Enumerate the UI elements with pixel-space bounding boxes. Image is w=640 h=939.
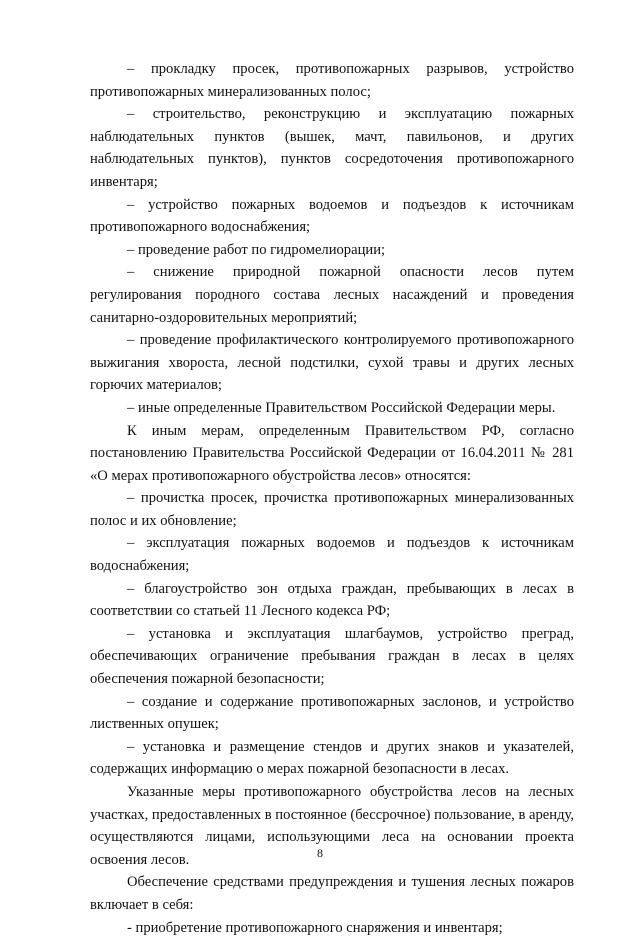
list-item-controlled-burning: – проведение профилактического контролируемого противопожарного выжигания хвороста, лесной подстилки, сухой травы и других лесных горючих материалов; bbox=[90, 332, 574, 394]
paragraph-implementation: Указанные меры противопожарного обустройства лесов на лесных участках, предоставленных в постоянное (бессрочное) пользование, в аренду, осуществляются лицами, использующими леса на основании проекта освоения лесов. bbox=[90, 784, 574, 868]
list-item-clearing: – прочистка просек, прочистка противопожарных минерализованных полос и их обновление; bbox=[90, 490, 574, 529]
paragraph-fire-equipment-intro: Обеспечение средствами предупреждения и тушения лесных пожаров включает в себя: bbox=[90, 874, 574, 913]
list-item-signs: – установка и размещение стендов и других знаков и указателей, содержащих информацию о мерах пожарной безопасности в лесах. bbox=[90, 738, 574, 778]
page-number: 8 bbox=[317, 846, 323, 860]
list-item-fire-danger-reduction: – снижение природной пожарной опасности лесов путем регулирования породного состава лесных насаждений и проведения санитарно-оздоровительных мероприятий; bbox=[90, 264, 574, 326]
list-item-firebreaks: – создание и содержание противопожарных заслонов, и устройство лиственных опушек; bbox=[90, 693, 574, 733]
list-item-barriers: – установка и эксплуатация шлагбаумов, устройство преград, обеспечивающих ограничение пребывания граждан в лесах в целях обеспечения пожарной безопасности; bbox=[90, 625, 574, 688]
list-item-other-measures: – иные определенные Правительством Российской Федерации меры. bbox=[127, 399, 556, 416]
list-item-equipment-purchase: - приобретение противопожарного снаряжения и инвентаря; bbox=[127, 919, 503, 936]
paragraph-other-measures-intro: К иным мерам, определенным Правительством РФ, согласно постановлению Правительства Российской Федерации от 16.04.2011 № 281 «О мерах противопожарного обустройства лесов» относятся: bbox=[90, 422, 574, 484]
document-body bbox=[90, 58, 574, 939]
list-item-recreation-zones: – благоустройство зон отдыха граждан, пребывающих в лесах в соответствии со статьей 11 Лесного кодекса РФ; bbox=[90, 580, 574, 620]
list-item-observation-points: – строительство, реконструкцию и эксплуатацию пожарных наблюдательных пунктов (вышек, мачт, павильонов, и других наблюдательных пунктов), пунктов сосредоточения противопожарного инвентаря; bbox=[90, 106, 574, 190]
list-item-hydromelioration: – проведение работ по гидромелиорации; bbox=[127, 241, 386, 258]
list-item-prosek: – прокладку просек, противопожарных разрывов, устройство противопожарных минерализованных полос; bbox=[90, 61, 574, 100]
list-item-water-reservoirs: – устройство пожарных водоемов и подъездов к источникам противопожарного водоснабжения; bbox=[90, 196, 574, 236]
list-item-reservoir-operation: – эксплуатация пожарных водоемов и подъездов к источникам водоснабжения; bbox=[90, 535, 574, 575]
